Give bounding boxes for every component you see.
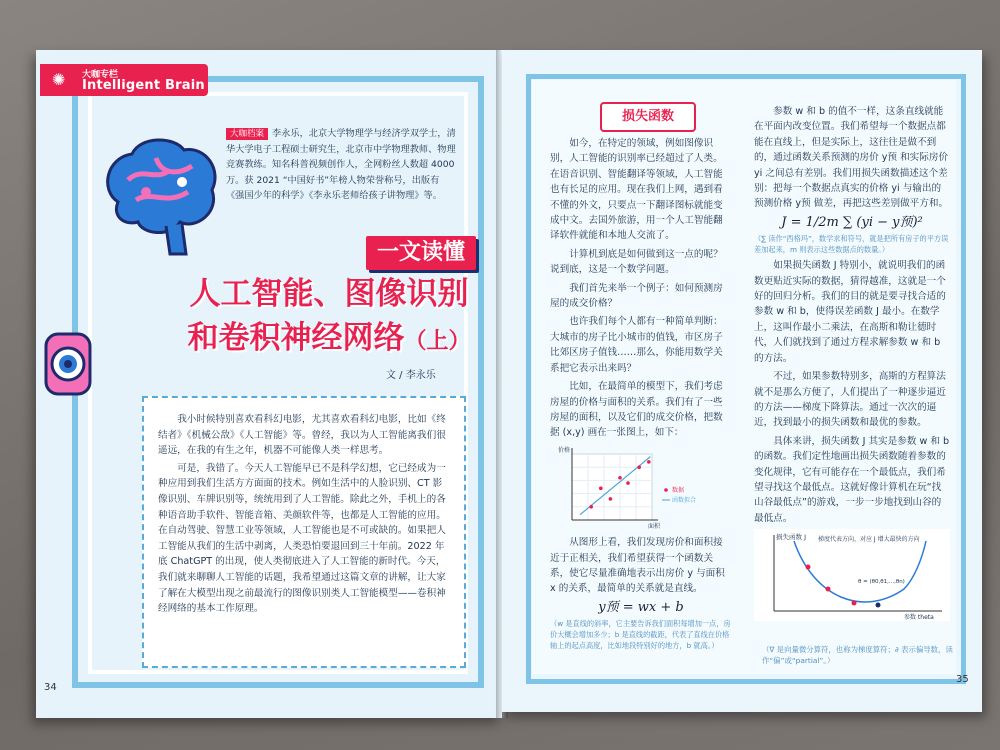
descent-point: [806, 565, 811, 570]
camera-eye-icon: [42, 328, 92, 398]
paragraph: 具体来讲，损失函数 J 其实是参数 w 和 b 的函数。我们定性地画出损失函数随着参数的变化规律，它有可能存在一个最低点，我们希望寻找这个最低点。这就好像计算机在玩“找山谷最低点”的游戏，一步一步地找到山谷的最低点。: [754, 435, 950, 524]
title-line-2: 和卷积神经网络: [187, 320, 405, 356]
paragraph: 参数 w 和 b 的值不一样，这条直线就能在平面内改变位置。我们希望每一个数据点都能在直线上，但是实际上，这往往是做不到的，通过函数关系预测的房价 y预 和实际房价 yi 之间总有差别。我们用损失函数描述这个差别：把每一个数据点真实的价格 yi 与输出的预测价格 y预 做差，再把这些差别做平方和。: [754, 106, 949, 210]
column-right: [754, 104, 950, 627]
author-byline: 文 / 李永乐: [386, 370, 436, 381]
data-point: [626, 481, 630, 485]
formula-linear: y预 = wx + b: [598, 599, 684, 615]
chart-xlabel: 面积: [648, 522, 661, 530]
scatter-chart: [550, 444, 732, 530]
formula-loss: J = 1/2m ∑ (yi − y预)²: [781, 214, 923, 230]
brain-illustration: [96, 130, 226, 260]
page-number-left: 34: [44, 682, 57, 693]
data-point: [618, 476, 622, 480]
bio-label: 大咖档案: [226, 128, 268, 140]
intro-textbox: [142, 396, 466, 668]
diagram-ylabel: 损失函数 J: [776, 533, 806, 542]
note-linear: （w 是直线的斜率，它主要告诉我们面积每增加一点，房价大概会增加多少；b 是直线的截距，代表了直线在价格轴上的起点高度，比如地段特别好的地方，b 就高。）: [550, 619, 731, 651]
diagram-xlabel: 参数 theta: [904, 614, 934, 622]
legend-label-fit: 函数拟合: [672, 496, 697, 504]
intro-paragraph-1: 我小时候特别喜欢看科幻电影，尤其喜欢看科幻电影，比如《终结者》《机械公敌》《人工智能》等。曾经，我以为人工智能离我们很遥远，在我的有生之年，机器不可能像人类一样思考。: [158, 414, 446, 457]
author-bio: [226, 126, 456, 204]
title-line-1: 人工智能、图像识别: [189, 276, 469, 312]
paragraph: 从图形上看，我们发现房价和面积接近于正相关，我们希望获得一个函数关系，使它尽量准确地表示出房价 y 与面积 x 的关系，最简单的关系就是直线。: [550, 537, 725, 595]
paragraph: 比如，在最简单的模型下，我们考虑房屋的价格与面积的关系。我们有了一些房屋的面积，以及它们的成交价格，把数据 (x,y) 画在一张图上，如下：: [550, 381, 723, 439]
data-point: [609, 497, 613, 501]
minimum-point: [876, 603, 881, 608]
chart-ylabel: 价格: [558, 446, 571, 454]
intro-paragraph-2: 可是，我错了。今天人工智能早已不是科学幻想，它已经成为一种应用到我们生活方方面面的技术。例如生活中的人脸识别、CT 影像识别、车牌识别等，统统用到了人工智能。除此之外，手机上的各种语音助手软件、智能音箱、美颜软件等，也都是人工智能的应用。在自动驾驶、智慧工业等领域，人工智能也是不可或缺的。如果把人工智能从我们的生活中剥离，人类恐怕要退回到三十年前。2022 年底 ChatGPT 的出现，使人类彻底进入了人工智能的新时代。今天，我们就来聊聊人工智能的话题，我希望通过这篇文章的讲解，让大家了解在大模型出现之前最流行的图像识别类人工智能模型——卷积神经网络的基本工作原理。: [158, 462, 446, 615]
paragraph: 计算机到底是如何做到这一点的呢？说到底，这是一个数学问题。: [550, 248, 723, 276]
right-page: [502, 50, 982, 712]
brain-icon: ✺: [52, 70, 66, 89]
paragraph: 如今，在特定的领域，例如图像识别，人工智能的识别率已经超过了人类。在语音识别、智能翻译等领域，人工智能也有长足的应用。现在我们上网，遇到看不懂的外文，只要点一下翻译图标就能变成中文。去国外旅游，用一个人工智能翻译软件就能和本地人交流了。: [550, 138, 723, 242]
column-tag-en: Intelligent Brain: [82, 78, 205, 93]
data-point: [647, 460, 651, 464]
title-part: （上）: [404, 329, 471, 354]
loss-curve-diagram: [754, 529, 950, 621]
diagram-caption: （∇ 是向量微分算符，也称为梯度算符；∂ 表示偏导数，读作“偏”或“partial”。）: [762, 645, 953, 665]
note-loss: （∑ 读作“西格玛”，数学求和符号，就是把所有房子的平方误差加起来，m 则表示这些数据点的数量。）: [754, 234, 949, 255]
diagram-annotation: 梯度代表方向，对应 J 增大最快的方向: [818, 536, 920, 544]
diagram-theta-label: θ = (θ0,θ1,...,θn): [858, 579, 905, 586]
legend-marker-data: [664, 488, 668, 492]
descent-point: [826, 587, 831, 592]
left-page: [36, 50, 502, 718]
data-point: [599, 486, 603, 490]
chart-plot-area: [572, 454, 652, 520]
paragraph: 如果损失函数 J 特别小，就说明我们的函数更贴近实际的数据，猜得越准，这就是一个好的回归分析。我们的目的就是要寻找合适的参数 w 和 b，使得误差函数 J 最小。在数学上，这叫作最小二乘法，在高斯和勒让德时代，人们就找到了通过方程求解参数 w 和 b 的方法。: [754, 260, 946, 364]
descent-point: [852, 601, 857, 606]
column-left: [550, 136, 732, 654]
page-number-right: 35: [956, 674, 969, 685]
paragraph: 我们首先来举一个例子：如何预测房屋的成交价格？: [550, 282, 723, 310]
bio-text: 李永乐，北京大学物理学与经济学双学士，清华大学电子工程硕士研究生，北京市中学物理教师、物理竞赛教练。知名科普视频创作人，全网粉丝人数超 4000 万。获 2021 “中国好书”年榜人物荣誉称号，出版有《强国少年的科学》《李永乐老师给孩子讲物理》等。: [226, 128, 456, 201]
legend-label-data: 数据: [672, 486, 685, 494]
article-title: [164, 272, 494, 364]
data-point: [637, 465, 641, 469]
paragraph: 也许我们每个人都有一种简单判断：大城市的房子比小城市的值钱，市区房子比郊区房子值钱……那么，你能用数学关系把它表示出来吗？: [550, 316, 723, 374]
data-point: [589, 505, 593, 509]
column-tag-zh: 大咖专栏: [82, 70, 119, 80]
paragraph: 不过，如果参数特别多，高斯的方程算法就不是那么方便了，人们提出了一种逐步逼近的方法——梯度下降算法。通过一次次的逼近，找到最小的损失函数和最优的参数。: [754, 371, 946, 429]
section-heading: 损失函数: [600, 102, 696, 132]
column-tag: [40, 64, 208, 96]
kicker-label: 一文读懂: [366, 236, 476, 270]
